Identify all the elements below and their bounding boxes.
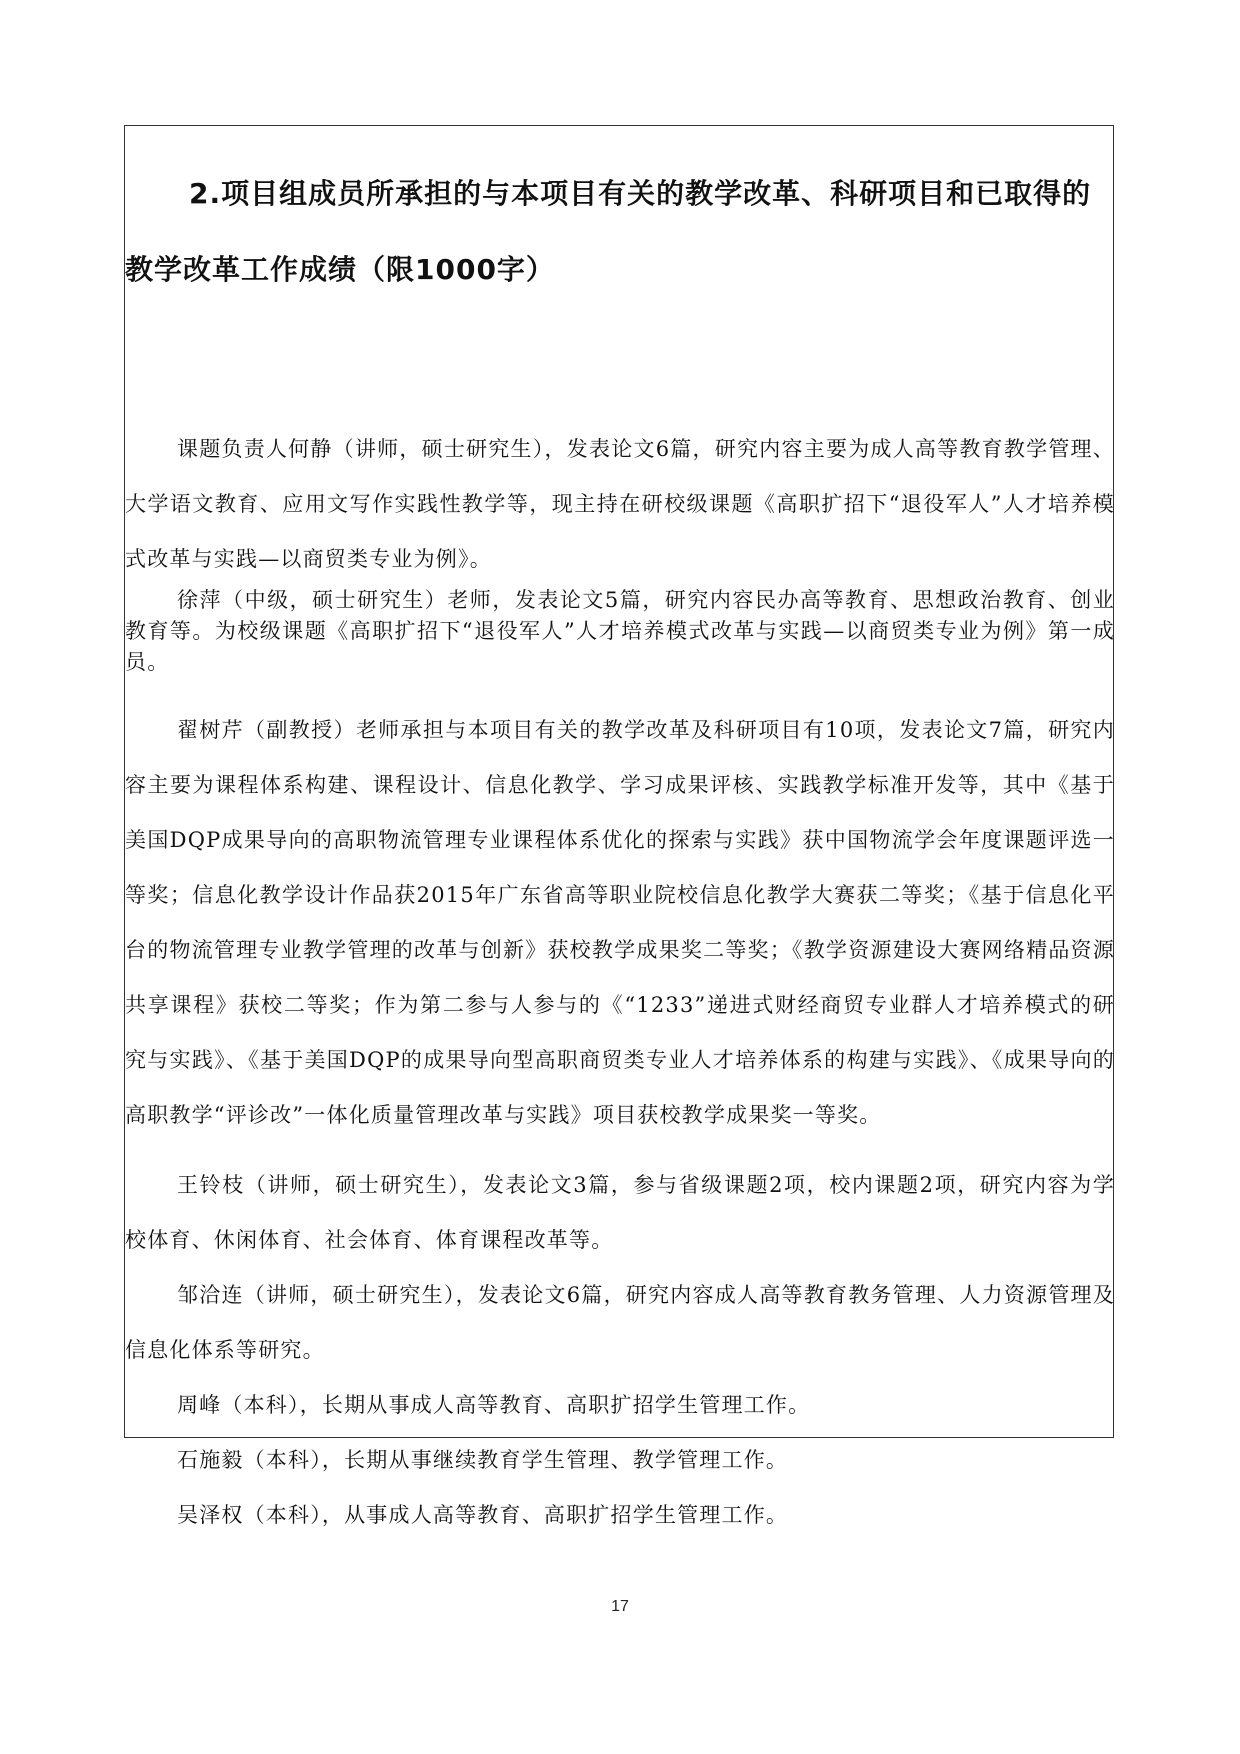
content-box bbox=[124, 125, 1115, 1527]
member-paragraph-he-jing: 课题负责人何静（讲师，硕士研究生），发表论文6篇，研究内容主要为成人高等教育教学管理、大学语文教育、应用文写作实践性教学等，现主持在研校级课题《高职扩招下“退役军人”人才培养模式改革与实践—以商贸类专业为例》。 bbox=[125, 437, 1115, 571]
member-paragraph-zhai-shuqin: 翟树芹（副教授）老师承担与本项目有关的教学改革及科研项目有10项，发表论文7篇，研究内容主要为课程体系构建、课程设计、信息化教学、学习成果评核、实践教学标准开发等，其中《基于美国DQP成果导向的高职物流管理专业课程体系优化的探索与实践》获中国物流学会年度课题评选一等奖；信息化教学设计作品获2015年广东省高等职业院校信息化教学大赛获二等奖；《基于信息化平台的物流管理专业教学管理的改革与创新》获校教学成果奖二等奖；《教学资源建设大赛网络精品资源共享课程》获校二等奖；作为第二参与人参与的《“1233”递进式财经商贸专业群人才培养模式的研究与实践》、《基于美国DQP的成果导向型高职商贸类专业人才培养体系的构建与实践》、《成果导向的高职教学“评诊改”一体化质量管理改革与实践》项目获校教学成果奖一等奖。 bbox=[125, 718, 1115, 1127]
member-paragraph-zhou-feng: 周峰（本科），长期从事成人高等教育、高职扩招学生管理工作。 bbox=[177, 1393, 811, 1417]
member-paragraph-xu-ping: 徐萍（中级，硕士研究生）老师，发表论文5篇，研究内容民办高等教育、思想政治教育、创业教育等。为校级课题《高职扩招下“退役军人”人才培养模式改革与实践—以商贸类专业为例》第一成员。 bbox=[125, 588, 1115, 674]
section-heading: 2.项目组成员所承担的与本项目有关的教学改革、科研项目和已取得的教学改革工作成绩（限1000字） bbox=[125, 177, 1092, 286]
member-paragraph-zou-qialian: 邹洽连（讲师，硕士研究生），发表论文6篇，研究内容成人高等教育教务管理、人力资源管理及信息化体系等研究。 bbox=[125, 1283, 1115, 1362]
member-paragraph-wang-lingzhi: 王铃枝（讲师，硕士研究生），发表论文3篇，参与省级课题2项，校内课题2项，研究内容为学校体育、休闲体育、社会体育、体育课程改革等。 bbox=[125, 1173, 1115, 1252]
page-number: 17 bbox=[611, 1598, 629, 1615]
member-paragraph-wu-zequan: 吴泽权（本科），从事成人高等教育、高职扩招学生管理工作。 bbox=[177, 1503, 789, 1527]
member-paragraph-shi-shiyi: 石施毅（本科），长期从事继续教育学生管理、教学管理工作。 bbox=[177, 1448, 789, 1472]
